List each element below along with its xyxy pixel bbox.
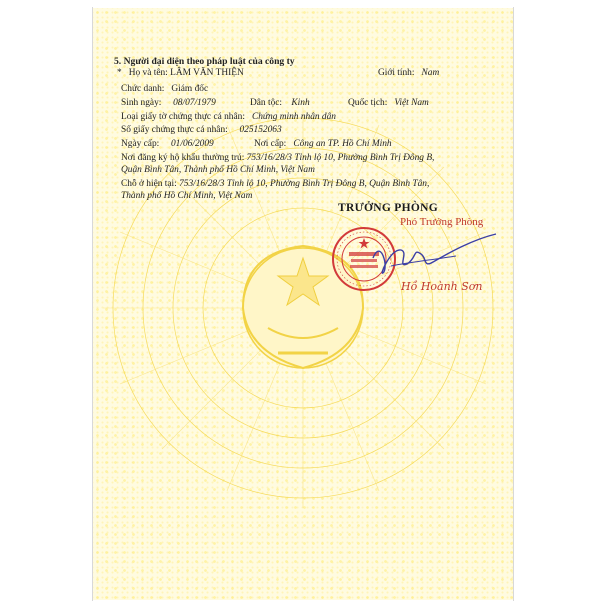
residence-row-2 bbox=[121, 165, 315, 175]
residence-line1: 753/16/28/3 Tỉnh lộ 10, Phường Bình Trị Đông B, bbox=[246, 153, 435, 163]
national-emblem-watermark bbox=[93, 8, 513, 600]
position-row bbox=[121, 84, 208, 94]
position-value: Giám đốc bbox=[171, 84, 209, 94]
residence-row bbox=[121, 153, 434, 163]
issue-place-value: Công an TP. Hồ Chí Minh bbox=[293, 139, 392, 149]
idnum-label: Số giấy chứng thực cá nhân: bbox=[121, 125, 228, 135]
gender-value: Nam bbox=[421, 68, 440, 78]
gender-row bbox=[378, 68, 439, 78]
issue-place-row bbox=[254, 139, 392, 149]
dob-value: 08/07/1979 bbox=[173, 98, 216, 108]
idnum-row bbox=[121, 125, 282, 135]
section-title: 5. Người đại diện theo pháp luật của công ty bbox=[114, 56, 295, 67]
sign-title: TRƯỞNG PHÒNG bbox=[338, 202, 438, 214]
residence-label: Nơi đăng ký hộ khẩu thường trú: bbox=[121, 153, 245, 163]
current-label: Chỗ ở hiện tại: bbox=[121, 179, 177, 189]
current-line2: Thành phố Hồ Chí Minh, Việt Nam bbox=[121, 191, 253, 201]
sign-subtitle: Phó Trưởng Phòng bbox=[400, 216, 484, 228]
name-row bbox=[117, 68, 244, 78]
gender-label: Giới tính: bbox=[378, 68, 415, 78]
current-address-row bbox=[121, 179, 429, 189]
ethnic-value: Kinh bbox=[291, 98, 310, 108]
ethnic-label: Dân tộc: bbox=[250, 98, 283, 108]
signer-name: Hồ Hoành Sơn bbox=[401, 280, 483, 293]
ethnic-row bbox=[250, 98, 310, 108]
idnum-value: 025152063 bbox=[239, 125, 282, 135]
star-marker: * bbox=[117, 68, 122, 78]
current-address-row-2 bbox=[121, 191, 252, 201]
nationality-row bbox=[348, 98, 429, 108]
handwritten-signature bbox=[361, 228, 501, 288]
issue-place-label: Nơi cấp: bbox=[254, 139, 287, 149]
dob-row bbox=[121, 98, 216, 108]
name-label: Họ và tên: bbox=[128, 68, 168, 78]
dob-label: Sinh ngày: bbox=[121, 98, 162, 108]
residence-line2: Quận Bình Tân, Thành phố Hồ Chí Minh, Việt Nam bbox=[121, 165, 315, 175]
nationality-label: Quốc tịch: bbox=[348, 98, 388, 108]
issue-date-value: 01/06/2009 bbox=[170, 139, 214, 149]
document-page bbox=[93, 8, 513, 600]
idtype-label: Loại giấy tờ chứng thực cá nhân: bbox=[121, 112, 245, 122]
current-line1: 753/16/28/3 Tỉnh lộ 10, Phường Bình Trị Đông B, Quận Bình Tân, bbox=[179, 179, 430, 189]
position-label: Chức danh: bbox=[121, 84, 165, 94]
issue-row bbox=[121, 139, 214, 149]
issue-date-label: Ngày cấp: bbox=[121, 139, 160, 149]
name-value: LÂM VĂN THIỆN bbox=[170, 68, 244, 78]
idtype-row bbox=[121, 112, 336, 122]
idtype-value: Chứng minh nhân dân bbox=[251, 112, 336, 122]
nationality-value: Việt Nam bbox=[394, 98, 429, 108]
